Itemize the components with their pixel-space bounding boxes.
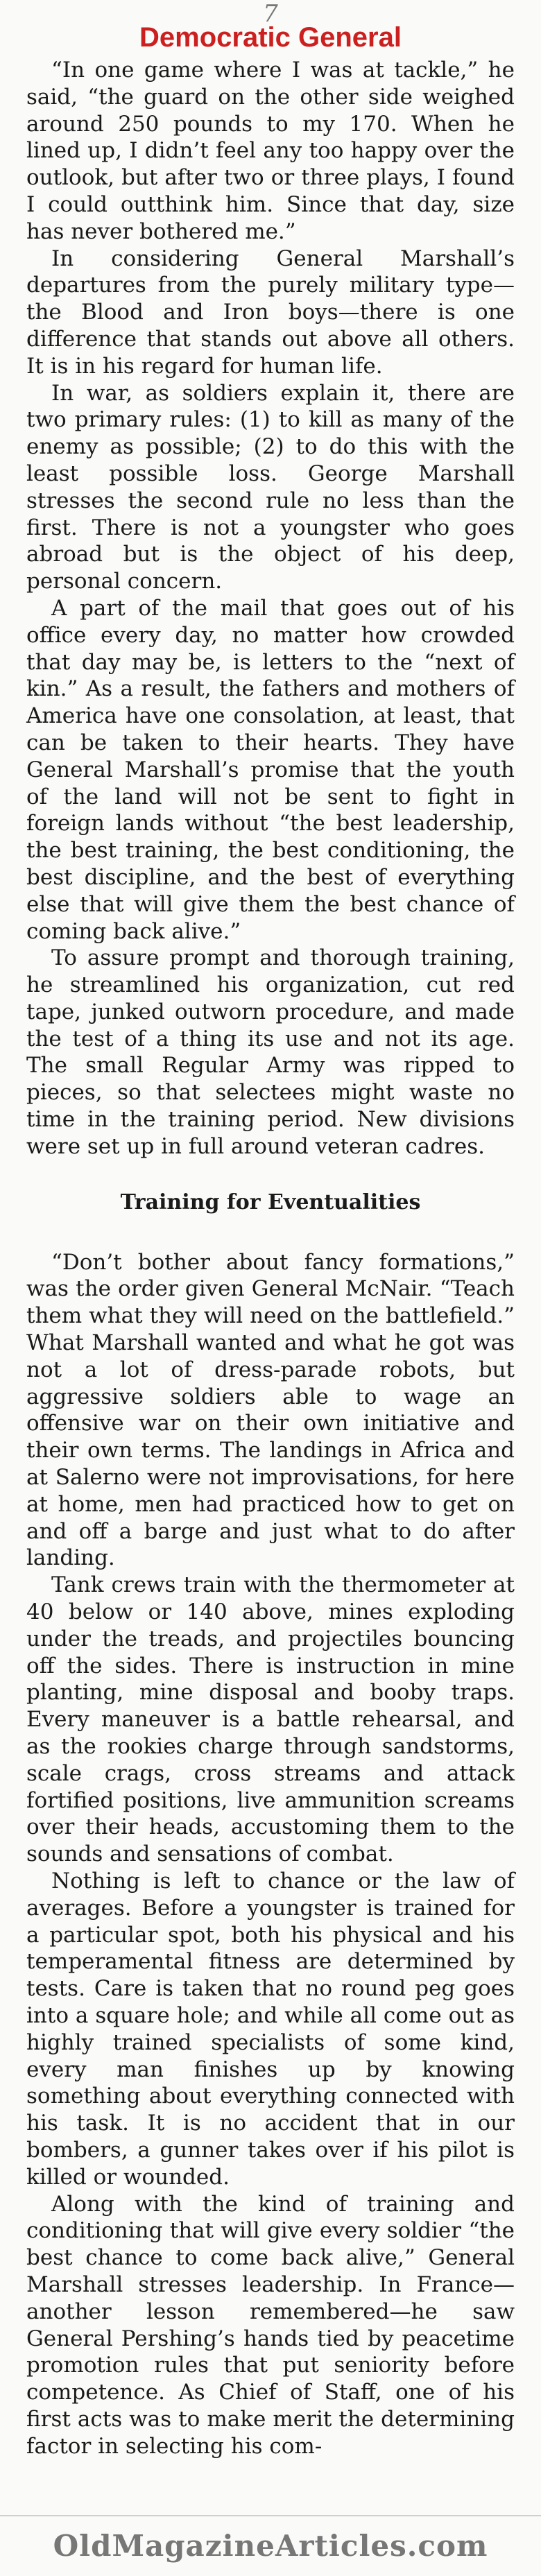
article-body-part2 [26, 1249, 515, 2460]
paragraph: In war, as soldiers explain it, there are two primary rules: (1) to kill as many of the enemy as possible; (2) to do this with the least possible loss. George Marshall stresses the second rule no less than the first. There is not a youngster who goes abroad but is the object of his deep, personal concern. [26, 380, 515, 594]
paragraph: A part of the mail that goes out of his office every day, no matter how crowded that day may be, is letters to the “next of kin.” As a result, the fathers and mothers of America have one consolation, at least, that can be taken to their hearts. They have General Marshall’s promise that the youth of the land will not be sent to fight in foreign lands without “the best leadership, the best training, the best conditioning, the best discipline, and the best of everything else that will give them the best chance of coming back alive.” [26, 595, 515, 944]
article-body-part1 [26, 57, 515, 1160]
article-page [26, 0, 515, 2460]
section-subhead: Training for Eventualities [120, 1190, 421, 1214]
paragraph: In considering General Marshall’s departures from the purely military type—the Blood and Iron boys—there is one difference that stands out above all others. It is in his regard for human life. [26, 246, 515, 379]
paragraph: To assure prompt and thorough training, he streamlined his organization, cut red tape, junked outworn procedure, and made the test of a thing its use and not its age. The small Regular Army was ripped to pieces, so that selectees might waste no time in the training period. New divisions were set up in full around veteran cadres. [26, 945, 515, 1159]
paragraph: Along with the kind of training and conditioning that will give every soldier “the best chance to come back alive,” General Marshall stresses leadership. In France—another lesson remembered—he saw General Pershing’s hands tied by peacetime promotion rules that put seniority before competence. As Chief of Staff, one of his first acts was to make merit the determining factor in selecting his com- [26, 2191, 515, 2459]
paragraph: Tank crews train with the thermometer at 40 below or 140 above, mines exploding under the treads, and projectiles bouncing off the sides. There is instruction in mine planting, mine disposal and booby traps. Every maneuver is a battle rehearsal, and as the rookies charge through sandstorms, scale crags, cross streams and attack fortified positions, live ammunition screams over their heads, accustoming them to the sounds and sensations of combat. [26, 1572, 515, 1867]
paragraph: Nothing is left to chance or the law of averages. Before a youngster is trained for a particular spot, both his physical and his temperamental fitness are determined by tests. Care is taken that no round peg goes into a square hole; and while all come out as highly trained specialists of some kind, every man finishes up by knowing something about everything connected with his task. It is no accident that in our bombers, a gunner takes over if his pilot is killed or wounded. [26, 1869, 515, 2190]
paragraph: “In one game where I was at tackle,” he said, “the guard on the other side weighed around 250 pounds to my 170. When he lined up, I didn’t feel any too happy over the outlook, but after two or three plays, I found I could outthink him. Since that day, size has never bothered me.” [26, 58, 515, 244]
paragraph: “Don’t bother about fancy formations,” was the order given General McNair. “Teach them what they will need on the battlefield.” What Marshall wanted and what he got was not a lot of dress-parade robots, but aggressive soldiers able to wage an offensive war on their own initiative and their own terms. The landings in Africa and at Salerno were not improvisations, for here at home, men had practiced how to get on and off a barge and just what to do after landing. [26, 1249, 515, 1571]
page-number: 7 [263, 0, 278, 28]
site-footer: OldMagazineArticles.com [0, 2515, 541, 2576]
article-title: Democratic General [139, 22, 402, 53]
